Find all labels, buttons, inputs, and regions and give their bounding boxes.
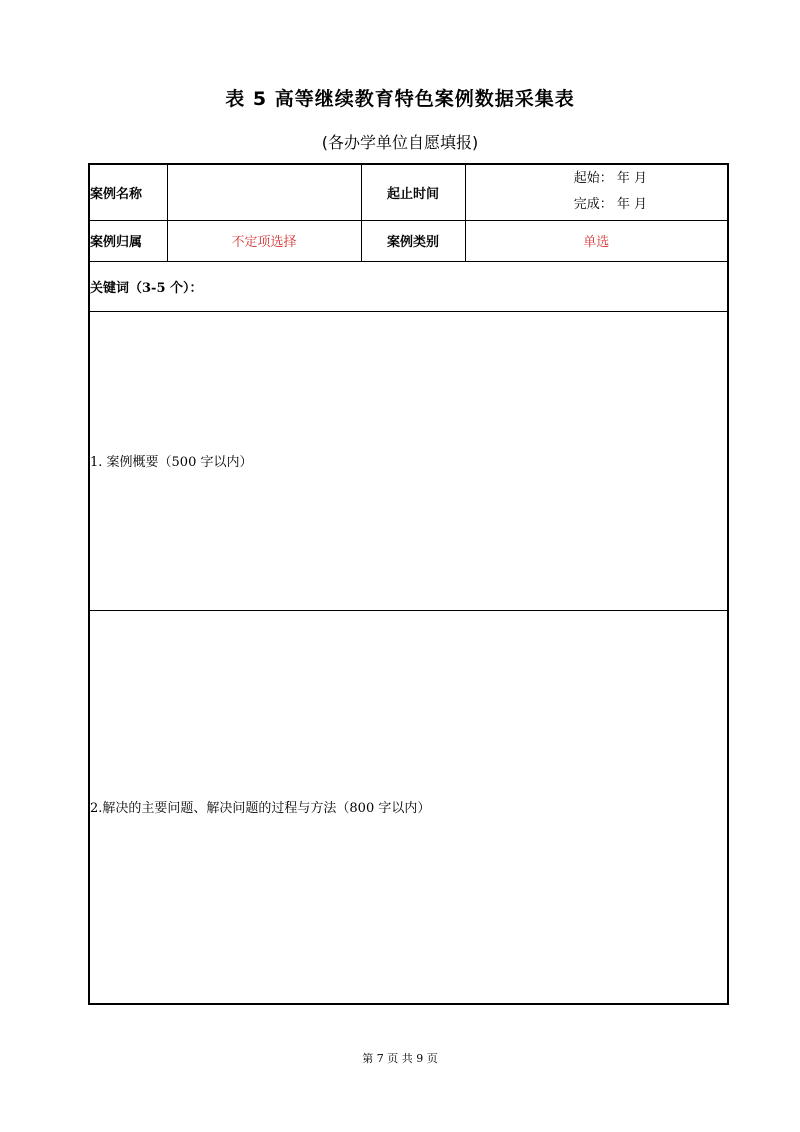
start-date-line[interactable]: 起始： 年 月 — [573, 171, 647, 187]
case-name-field[interactable] — [167, 164, 361, 220]
row-keywords — [89, 261, 728, 311]
end-date-line[interactable]: 完成： 年 月 — [573, 197, 647, 213]
page-number: 第 7 页 共 9 页 — [362, 1052, 438, 1065]
page-subtitle: (各办学单位自愿填报) — [321, 133, 479, 152]
keywords-field[interactable] — [89, 261, 728, 311]
solution-label: 2.解决的主要问题、解决问题的过程与方法（800 字以内） — [90, 801, 431, 817]
keywords-label: 关键词（3-5 个）： — [90, 280, 203, 296]
solution-area[interactable] — [89, 610, 728, 1004]
period-label: 起止时间 — [361, 164, 465, 220]
period-field[interactable] — [465, 164, 728, 220]
category-label: 案例类别 — [361, 220, 465, 261]
case-form-table — [88, 163, 729, 1005]
belong-field[interactable]: 不定项选择 — [167, 220, 361, 261]
summary-label: 1. 案例概要（500 字以内） — [90, 455, 253, 470]
summary-area[interactable] — [89, 311, 728, 610]
case-name-label: 案例名称 — [89, 164, 167, 220]
row-belong-category — [89, 220, 728, 261]
row-summary — [89, 311, 728, 610]
row-name-period — [89, 164, 728, 220]
row-solution — [89, 610, 728, 1004]
page-title: 表 5 高等继续教育特色案例数据采集表 — [225, 88, 575, 110]
belong-label: 案例归属 — [89, 220, 167, 261]
category-field[interactable]: 单选 — [465, 220, 728, 261]
